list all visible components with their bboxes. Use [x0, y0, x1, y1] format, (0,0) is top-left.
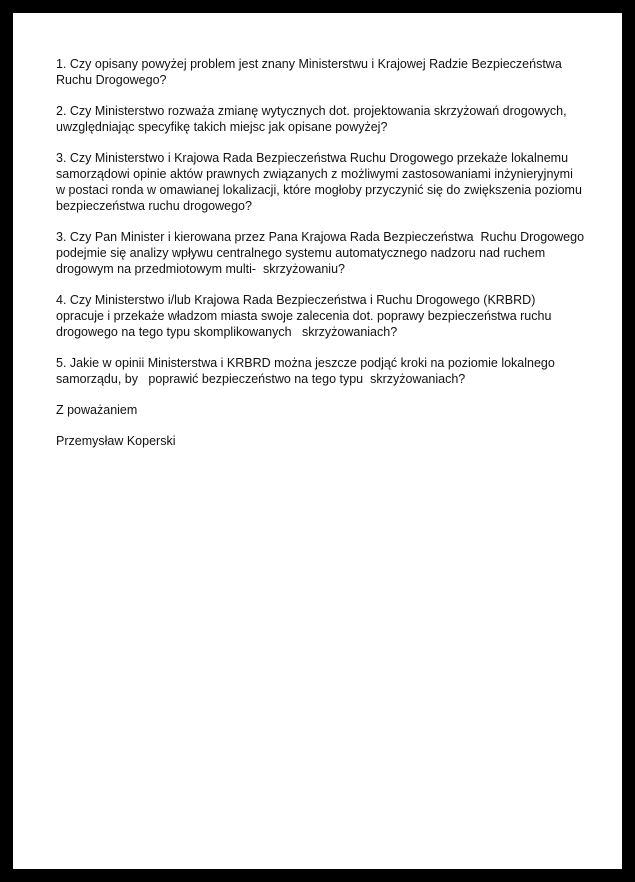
question-3a: 3. Czy Ministerstwo i Krajowa Rada Bezpieczeństwa Ruchu Drogowego przekaże lokalnemu samorządowi opinie aktów prawnych związanych z możliwymi zastosowaniami inżynieryjnymi w postaci ronda w omawianej lokalizacji, które mogłoby przyczynić się do zwiększenia poziomu bezpieczeństwa ruchu drogowego?: [56, 151, 582, 213]
question-2: 2. Czy Ministerstwo rozważa zmianę wytycznych dot. projektowania skrzyżowań drogowych, uwzględniając specyfikę takich miejsc jak opisane powyżej?: [56, 104, 567, 134]
closing-phrase: Z poważaniem: [56, 403, 138, 417]
question-4: 4. Czy Ministerstwo i/lub Krajowa Rada Bezpieczeństwa i Ruchu Drogowego (KRBRD) opracuje i przekaże władzom miasta swoje zalecenia dot. poprawy bezpieczeństwa ruchu drogowego na tego typu skomplikowanych skrzyżowaniach?: [56, 293, 552, 339]
question-3b: 3. Czy Pan Minister i kierowana przez Pana Krajowa Rada Bezpieczeństwa Ruchu Drogowego podejmie się analizy wpływu centralnego systemu automatycznego nadzoru nad ruchem drogowym na przedmiotowym multi- skrzyżowaniu?: [56, 230, 585, 276]
signature-name: Przemysław Koperski: [56, 434, 176, 448]
document-page: [13, 13, 622, 869]
document-body: [56, 56, 596, 449]
question-1: 1. Czy opisany powyżej problem jest znany Ministerstwu i Krajowej Radzie Bezpieczeństwa Ruchu Drogowego?: [56, 57, 562, 87]
question-5: 5. Jakie w opinii Ministerstwa i KRBRD można jeszcze podjąć kroki na poziomie lokalnego samorządu, by poprawić bezpieczeństwo na tego typu skrzyżowaniach?: [56, 356, 555, 386]
